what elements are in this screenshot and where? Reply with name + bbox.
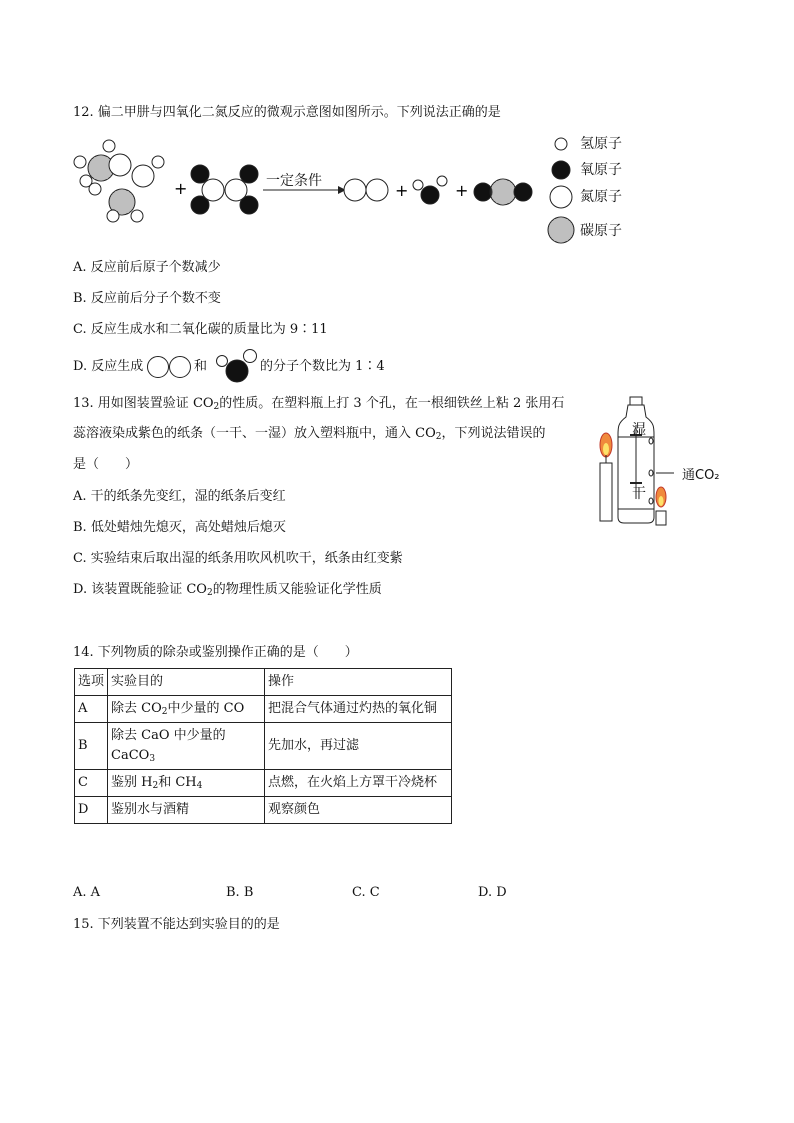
svg-text:+: + xyxy=(395,181,409,200)
legend-carbon: 碳原子 xyxy=(580,223,622,239)
table-row xyxy=(75,696,452,723)
q14-answer-d: D. D xyxy=(478,885,507,900)
q13-line-3: 是（ ） xyxy=(73,457,139,472)
q13-option-b: B. 低处蜡烛先熄灭，高处蜡烛后熄灭 xyxy=(73,520,286,535)
nitrogen-icon xyxy=(550,186,572,208)
table-row xyxy=(75,723,452,770)
q14-answer-a: A. A xyxy=(73,885,101,900)
q12-option-d-pre: D. 反应生成 xyxy=(73,359,144,374)
row-goal: 鉴别水与酒精 xyxy=(108,797,265,824)
molecule-carbon-dioxide xyxy=(474,179,532,205)
carbon-icon xyxy=(548,217,574,243)
q13-option-d: D. 该装置既能验证 $CO_2$的物理性质又能验证化学性质 xyxy=(73,582,382,598)
q13-apparatus-diagram xyxy=(594,393,724,533)
header-operation: 操作 xyxy=(265,669,452,696)
header-goal: 实验目的 xyxy=(108,669,265,696)
row-goal: 除去 $CO_2$中少量的 CO xyxy=(108,696,265,723)
legend-oxygen: 氧原子 xyxy=(580,162,622,178)
row-goal: 鉴别 $H_2$和 $CH_4$ xyxy=(108,770,265,797)
nitrogen-molecule-icon xyxy=(146,355,196,379)
q12-option-d-mid: 和 xyxy=(194,359,208,374)
molecule-dimethylhydrazine xyxy=(74,140,164,222)
row-option: C xyxy=(75,770,108,797)
fig-label-dry: 干 xyxy=(632,486,646,502)
row-operation: 先加水，再过滤 xyxy=(265,723,452,770)
svg-text:+: + xyxy=(174,179,188,198)
row-goal: 除去 CaO 中少量的 CaCO$_3$ xyxy=(108,723,265,770)
legend-nitrogen: 氮原子 xyxy=(580,189,622,205)
q15-stem: 15. 下列装置不能达到实验目的的是 xyxy=(73,917,280,932)
table-row xyxy=(75,770,452,797)
hydrogen-icon xyxy=(555,138,567,150)
row-operation: 观察颜色 xyxy=(265,797,452,824)
water-molecule-icon xyxy=(212,347,262,383)
q14-stem: 14. 下列物质的除杂或鉴别操作正确的是（ ） xyxy=(73,645,358,660)
row-operation: 把混合气体通过灼热的氧化铜 xyxy=(265,696,452,723)
molecule-water xyxy=(413,176,447,204)
q12-option-d-post: 的分子个数比为 1∶4 xyxy=(260,359,385,374)
molecule-dinitrogen-tetroxide xyxy=(191,165,258,214)
row-option: A xyxy=(75,696,108,723)
fig-label-gas: 通CO₂ xyxy=(682,468,720,483)
q13-option-a: A. 干的纸条先变红，湿的纸条后变红 xyxy=(73,489,286,504)
fig-label-wet: 湿 xyxy=(632,422,646,438)
plastic-bottle xyxy=(618,397,674,523)
q13-option-c: C. 实验结束后取出湿的纸条用吹风机吹干，纸条由红变紫 xyxy=(73,551,403,566)
q12-option-a: A. 反应前后原子个数减少 xyxy=(73,260,221,275)
header-option: 选项 xyxy=(75,669,108,696)
tall-candle xyxy=(600,433,612,521)
legend-hydrogen: 氢原子 xyxy=(580,136,622,152)
q13-line-1: 13. 用如图装置验证 $CO_2$的性质。在塑料瓶上打 3 个孔，在一根细铁丝上粘 2 张用石 xyxy=(73,396,565,412)
q14-options-table xyxy=(74,668,452,824)
row-option: D xyxy=(75,797,108,824)
q12-legend-icons xyxy=(545,132,585,242)
q12-arrow-label: 一定条件 xyxy=(266,173,322,189)
table-header-row xyxy=(75,669,452,696)
row-option: B xyxy=(75,723,108,770)
q12-reaction-diagram xyxy=(70,136,530,266)
q14-answer-c: C. C xyxy=(352,885,380,900)
q13-line-2: 蕊溶液染成紫色的纸条（一干、一湿）放入塑料瓶中，通入 $CO_2$，下列说法错误的 xyxy=(73,426,546,442)
q12-option-b: B. 反应前后分子个数不变 xyxy=(73,291,221,306)
q12-stem: 12. 偏二甲肼与四氧化二氮反应的微观示意图如图所示。下列说法正确的是 xyxy=(73,105,501,120)
q14-answer-b: B. B xyxy=(226,885,254,900)
table-row xyxy=(75,797,452,824)
oxygen-icon xyxy=(552,161,570,179)
short-candle xyxy=(656,487,666,525)
molecule-nitrogen xyxy=(344,179,388,201)
q12-option-c: C. 反应生成水和二氧化碳的质量比为 9∶11 xyxy=(73,322,328,337)
svg-text:+: + xyxy=(455,181,469,200)
row-operation: 点燃，在火焰上方罩干冷烧杯 xyxy=(265,770,452,797)
